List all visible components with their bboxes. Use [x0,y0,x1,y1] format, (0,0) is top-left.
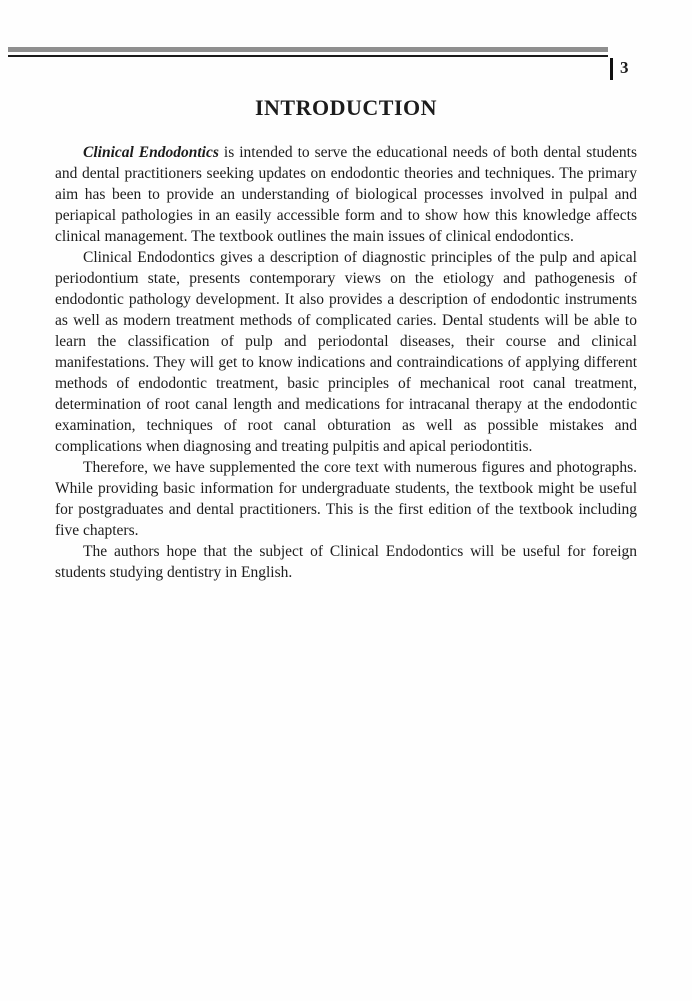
header-rules [8,47,608,57]
top-rule-thick [8,47,608,52]
paragraph: Clinical Endodontics gives a description of diagnostic principles of the pulp and apical periodontium state, presents contemporary views on the etiology and pathogenesis of endodontic pathology development. It also provides a description of endodontic instruments as well as modern treatment methods of complicated caries. Dental students will be able to learn the classification of pulp and periodontal diseases, their course and clinical manifestations. They will get to know indications and contraindications of applying different methods of endodontic treatment, basic principles of mechanical root canal treatment, determination of root canal length and medications for intracanal therapy at the endodontic examination, techniques of root canal obturation as well as possible mistakes and complications when diagnosing and treating pulpitis and apical periodontitis. [55,249,637,455]
top-rule-thin [8,55,608,57]
paragraph: The authors hope that the subject of Clinical Endodontics will be useful for foreign students studying dentistry in English. [55,543,637,581]
page-number: 3 [610,58,629,80]
paragraph-text: is intended to serve the educational needs of both dental students and dental practitioners seeking updates on endodontic theories and techniques. The primary aim has been to provide an understanding of biological processes involved in pulpal and periapical pathologies in an easily accessible form and to show how this knowledge affects clinical management. The textbook outlines the main issues of clinical endodontics. [55,144,638,245]
paragraph-lead: Clinical Endodontics [83,144,219,161]
page-title: INTRODUCTION [254,94,438,120]
intro-body [55,142,637,583]
paragraph: Therefore, we have supplemented the core text with numerous figures and photographs. While providing basic information for undergraduate students, the textbook might be useful for postgraduates and dental practitioners. This is the first edition of the textbook including five chapters. [55,459,637,539]
paragraph [55,142,637,247]
